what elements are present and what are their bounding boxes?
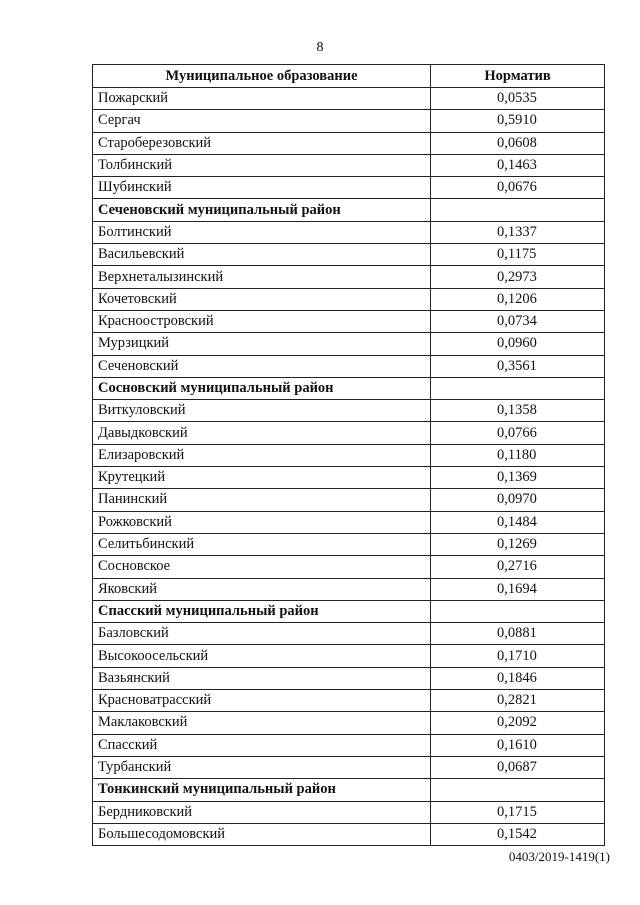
municipality-name-cell: Мурзицкий xyxy=(93,333,431,355)
table-row xyxy=(93,823,605,845)
norm-value-cell: 0,1542 xyxy=(431,823,605,845)
table-row xyxy=(93,333,605,355)
table-row xyxy=(93,734,605,756)
district-header-row xyxy=(93,199,605,221)
table-row xyxy=(93,467,605,489)
municipality-name-cell: Яковский xyxy=(93,578,431,600)
district-name-cell: Спасский муниципальный район xyxy=(93,600,431,622)
municipality-name-cell: Панинский xyxy=(93,489,431,511)
municipality-name-cell: Васильевский xyxy=(93,244,431,266)
norm-value-cell xyxy=(431,779,605,801)
table-row xyxy=(93,177,605,199)
norm-value-cell: 0,1484 xyxy=(431,511,605,533)
municipality-name-cell: Бердниковский xyxy=(93,801,431,823)
table-row xyxy=(93,244,605,266)
municipality-name-cell: Турбанский xyxy=(93,756,431,778)
municipality-name-cell: Виткуловский xyxy=(93,400,431,422)
norm-value-cell: 0,0535 xyxy=(431,88,605,110)
table-row xyxy=(93,690,605,712)
table-row xyxy=(93,712,605,734)
municipality-name-cell: Кочетовский xyxy=(93,288,431,310)
table-row xyxy=(93,132,605,154)
table-row xyxy=(93,623,605,645)
municipality-name-cell: Болтинский xyxy=(93,221,431,243)
table-row xyxy=(93,422,605,444)
norms-table xyxy=(92,64,605,846)
table-row xyxy=(93,288,605,310)
municipality-name-cell: Крутецкий xyxy=(93,467,431,489)
municipality-name-cell: Красноостровский xyxy=(93,310,431,332)
norm-value-cell: 0,0766 xyxy=(431,422,605,444)
norm-value-cell: 0,1180 xyxy=(431,444,605,466)
header-municipality: Муниципальное образование xyxy=(93,65,431,88)
municipality-name-cell: Шубинский xyxy=(93,177,431,199)
norm-value-cell: 0,0881 xyxy=(431,623,605,645)
norm-value-cell: 0,2716 xyxy=(431,556,605,578)
municipality-name-cell: Селитьбинский xyxy=(93,533,431,555)
table-row xyxy=(93,556,605,578)
norm-value-cell: 0,0734 xyxy=(431,310,605,332)
municipality-name-cell: Сеченовский xyxy=(93,355,431,377)
table-row xyxy=(93,489,605,511)
table-row xyxy=(93,88,605,110)
municipality-name-cell: Сосновское xyxy=(93,556,431,578)
norm-value-cell: 0,0970 xyxy=(431,489,605,511)
norm-value-cell: 0,1206 xyxy=(431,288,605,310)
norm-value-cell: 0,1175 xyxy=(431,244,605,266)
table-row xyxy=(93,355,605,377)
table-row xyxy=(93,533,605,555)
norm-value-cell: 0,0608 xyxy=(431,132,605,154)
municipality-name-cell: Давыдковский xyxy=(93,422,431,444)
norm-value-cell: 0,1715 xyxy=(431,801,605,823)
norm-value-cell: 0,2092 xyxy=(431,712,605,734)
district-header-row xyxy=(93,779,605,801)
table-body xyxy=(93,88,605,846)
norm-value-cell: 0,3561 xyxy=(431,355,605,377)
norm-value-cell: 0,1269 xyxy=(431,533,605,555)
table-row xyxy=(93,310,605,332)
municipality-name-cell: Высокоосельский xyxy=(93,645,431,667)
table-row xyxy=(93,801,605,823)
municipality-name-cell: Сергач xyxy=(93,110,431,132)
table-row xyxy=(93,400,605,422)
norm-value-cell: 0,2821 xyxy=(431,690,605,712)
district-name-cell: Сосновский муниципальный район xyxy=(93,377,431,399)
municipality-name-cell: Рожковский xyxy=(93,511,431,533)
norm-value-cell: 0,0687 xyxy=(431,756,605,778)
norm-value-cell: 0,0960 xyxy=(431,333,605,355)
district-header-row xyxy=(93,600,605,622)
municipality-name-cell: Толбинский xyxy=(93,154,431,176)
norm-value-cell: 0,5910 xyxy=(431,110,605,132)
table-row xyxy=(93,667,605,689)
page-number: 8 xyxy=(316,40,324,55)
municipality-name-cell: Вазьянский xyxy=(93,667,431,689)
norm-value-cell: 0,1369 xyxy=(431,467,605,489)
document-code: 0403/2019-1419(1) xyxy=(508,849,610,864)
table-row xyxy=(93,511,605,533)
table-row xyxy=(93,645,605,667)
norm-value-cell: 0,0676 xyxy=(431,177,605,199)
table-row xyxy=(93,756,605,778)
table-header-row xyxy=(93,65,605,88)
table-row xyxy=(93,221,605,243)
municipality-name-cell: Большесодомовский xyxy=(93,823,431,845)
municipality-name-cell: Староберезовский xyxy=(93,132,431,154)
district-name-cell: Сеченовский муниципальный район xyxy=(93,199,431,221)
norm-value-cell: 0,1694 xyxy=(431,578,605,600)
table-row xyxy=(93,110,605,132)
municipality-name-cell: Красноватрасский xyxy=(93,690,431,712)
municipality-name-cell: Верхнеталызинский xyxy=(93,266,431,288)
norm-value-cell: 0,2973 xyxy=(431,266,605,288)
norm-value-cell: 0,1710 xyxy=(431,645,605,667)
norm-value-cell: 0,1610 xyxy=(431,734,605,756)
municipality-name-cell: Маклаковский xyxy=(93,712,431,734)
municipality-name-cell: Базловский xyxy=(93,623,431,645)
header-norm: Норматив xyxy=(431,65,605,88)
municipality-name-cell: Спасский xyxy=(93,734,431,756)
district-header-row xyxy=(93,377,605,399)
norm-value-cell xyxy=(431,199,605,221)
norm-value-cell: 0,1463 xyxy=(431,154,605,176)
norm-value-cell: 0,1358 xyxy=(431,400,605,422)
norm-value-cell: 0,1846 xyxy=(431,667,605,689)
norm-value-cell xyxy=(431,600,605,622)
municipality-name-cell: Пожарский xyxy=(93,88,431,110)
municipality-name-cell: Елизаровский xyxy=(93,444,431,466)
table-row xyxy=(93,266,605,288)
table-row xyxy=(93,154,605,176)
table-row xyxy=(93,444,605,466)
district-name-cell: Тонкинский муниципальный район xyxy=(93,779,431,801)
norm-value-cell xyxy=(431,377,605,399)
norm-value-cell: 0,1337 xyxy=(431,221,605,243)
table-row xyxy=(93,578,605,600)
